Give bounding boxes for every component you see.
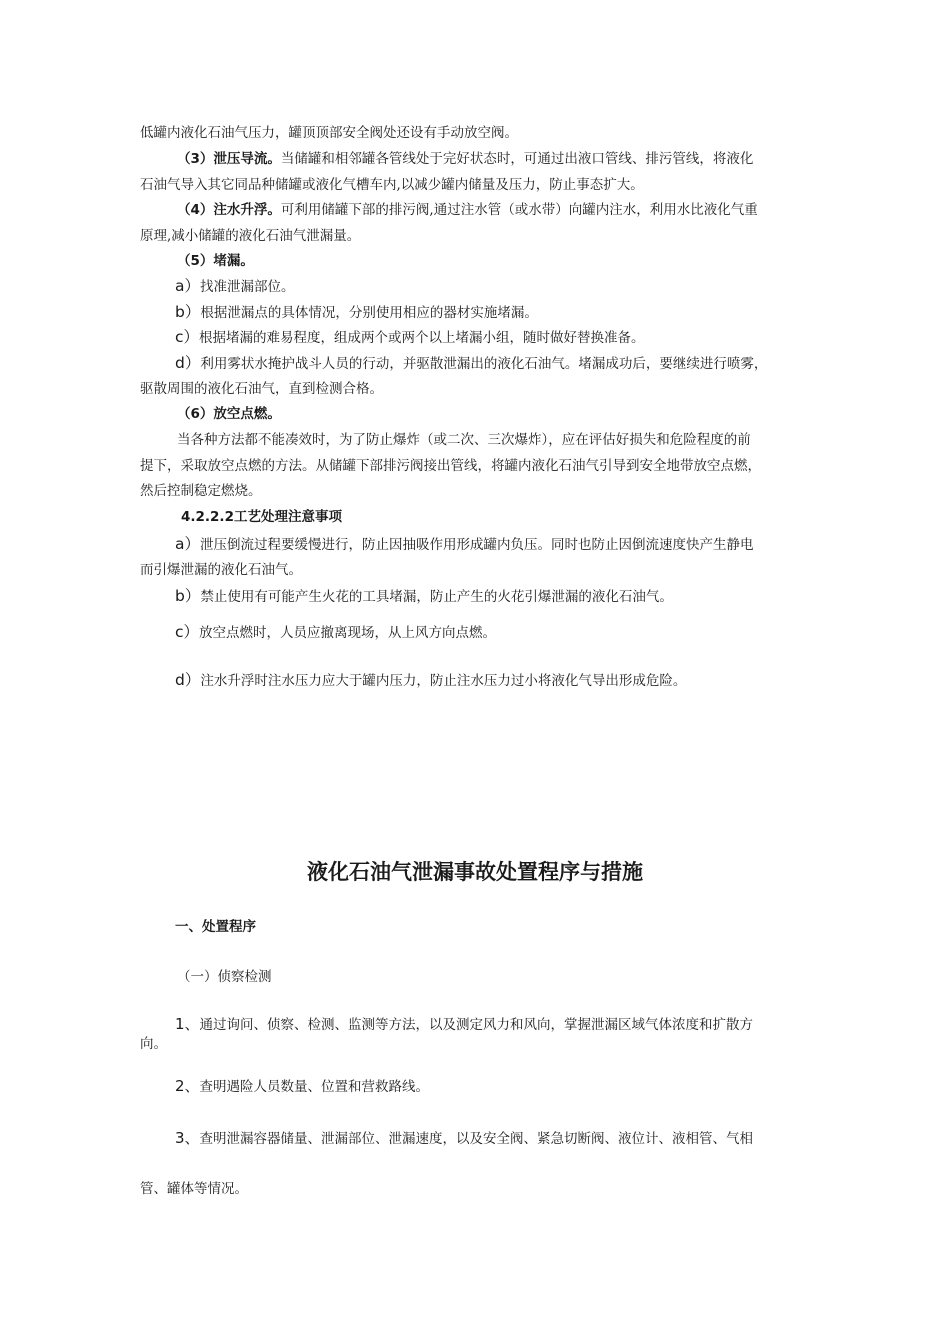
- subsection-heading: 4.2.2.2工艺处理注意事项: [181, 509, 342, 525]
- list-marker: b）: [175, 303, 201, 321]
- paragraph-line: 低罐内液化石油气压力，罐顶顶部安全阀处还设有手动放空阀。: [140, 125, 518, 141]
- item-text: 查明遇险人员数量、位置和营救路线。: [199, 1079, 430, 1095]
- list-marker: c）: [175, 328, 200, 346]
- list-marker: d）: [175, 354, 201, 372]
- note-item-a: [175, 535, 754, 554]
- list-marker: d）: [175, 671, 201, 689]
- procedure-item-1: [175, 1015, 753, 1034]
- page-title: 液化石油气泄漏事故处置程序与措施: [307, 860, 643, 884]
- item-text: 查明泄漏容器储量、泄漏部位、泄漏速度，以及安全阀、紧急切断阀、液位计、液相管、气相: [199, 1131, 754, 1147]
- paragraph-line: 石油气导入其它同品种储罐或液化气槽车内,以减少罐内储量及压力，防止事态扩大。: [140, 177, 644, 193]
- list-marker: a）: [175, 535, 200, 553]
- subsection-heading: （一）侦察检测: [177, 969, 272, 985]
- paragraph-line: 而引爆泄漏的液化石油气。: [140, 562, 302, 578]
- list-text: 找准泄漏部位。: [200, 279, 295, 295]
- section-4-text: 可利用储罐下部的排污阀,通过注水管（或水带）向罐内注水，利用水比液化气重: [280, 202, 758, 218]
- list-text: 根据堵漏的难易程度，组成两个或两个以上堵漏小组，随时做好替换准备。: [199, 330, 645, 346]
- section-5-label: （5）堵漏。: [177, 253, 254, 269]
- note-item-c: [175, 623, 496, 642]
- section-heading: 一、处置程序: [175, 919, 256, 935]
- note-item-d: [175, 671, 686, 690]
- section-4-label: （4）注水升浮。: [177, 202, 281, 218]
- item-number: 2、: [175, 1077, 200, 1095]
- list-item-d: [175, 354, 767, 373]
- list-item-b: [175, 303, 538, 322]
- list-marker: c）: [175, 623, 200, 641]
- list-text: 禁止使用有可能产生火花的工具堵漏，防止产生的火花引爆泄漏的液化石油气。: [200, 589, 673, 605]
- paragraph-line: 驱散周围的液化石油气，直到检测合格。: [140, 381, 383, 397]
- section-3-label: （3）泄压导流。: [177, 151, 281, 167]
- paragraph-line: 向。: [140, 1036, 167, 1052]
- list-item-c: [175, 328, 645, 347]
- section-6-label: （6）放空点燃。: [177, 406, 281, 422]
- list-text: 放空点燃时，人员应撤离现场，从上风方向点燃。: [199, 625, 497, 641]
- list-text: 泄压倒流过程要缓慢进行，防止因抽吸作用形成罐内负压。同时也防止因倒流速度快产生静电: [200, 537, 754, 553]
- list-text: 注水升浮时注水压力应大于罐内压力，防止注水压力过小将液化气导出形成危险。: [200, 673, 687, 689]
- item-text: 通过询问、侦察、检测、监测等方法，以及测定风力和风向，掌握泄漏区域气体浓度和扩散方: [199, 1017, 754, 1033]
- paragraph-line: 管、罐体等情况。: [140, 1181, 248, 1197]
- section-4: [177, 201, 758, 219]
- paragraph-line: 当各种方法都不能凑效时，为了防止爆炸（或二次、三次爆炸），应在评估好损失和危险程度的前: [177, 432, 751, 448]
- paragraph-line: 提下，采取放空点燃的方法。从储罐下部排污阀接出管线，将罐内液化石油气引导到安全地带放空点燃，: [140, 458, 761, 474]
- note-item-b: [175, 587, 673, 606]
- paragraph-line: 原理,减小储罐的液化石油气泄漏量。: [140, 228, 361, 244]
- item-number: 3、: [175, 1129, 200, 1147]
- section-3: [177, 150, 753, 168]
- item-number: 1、: [175, 1015, 200, 1033]
- section-3-text: 当储罐和相邻罐各管线处于完好状态时，可通过出液口管线、排污管线，将液化: [280, 151, 754, 167]
- procedure-item-3: [175, 1129, 753, 1148]
- list-text: 利用雾状水掩护战斗人员的行动，并驱散泄漏出的液化石油气。堵漏成功后，要继续进行喷雾，: [200, 356, 768, 372]
- procedure-item-2: [175, 1077, 429, 1096]
- list-item-a: [175, 277, 295, 296]
- list-marker: a）: [175, 277, 200, 295]
- paragraph-line: 然后控制稳定燃烧。: [140, 483, 262, 499]
- list-marker: b）: [175, 587, 201, 605]
- list-text: 根据泄漏点的具体情况，分别使用相应的器材实施堵漏。: [200, 305, 538, 321]
